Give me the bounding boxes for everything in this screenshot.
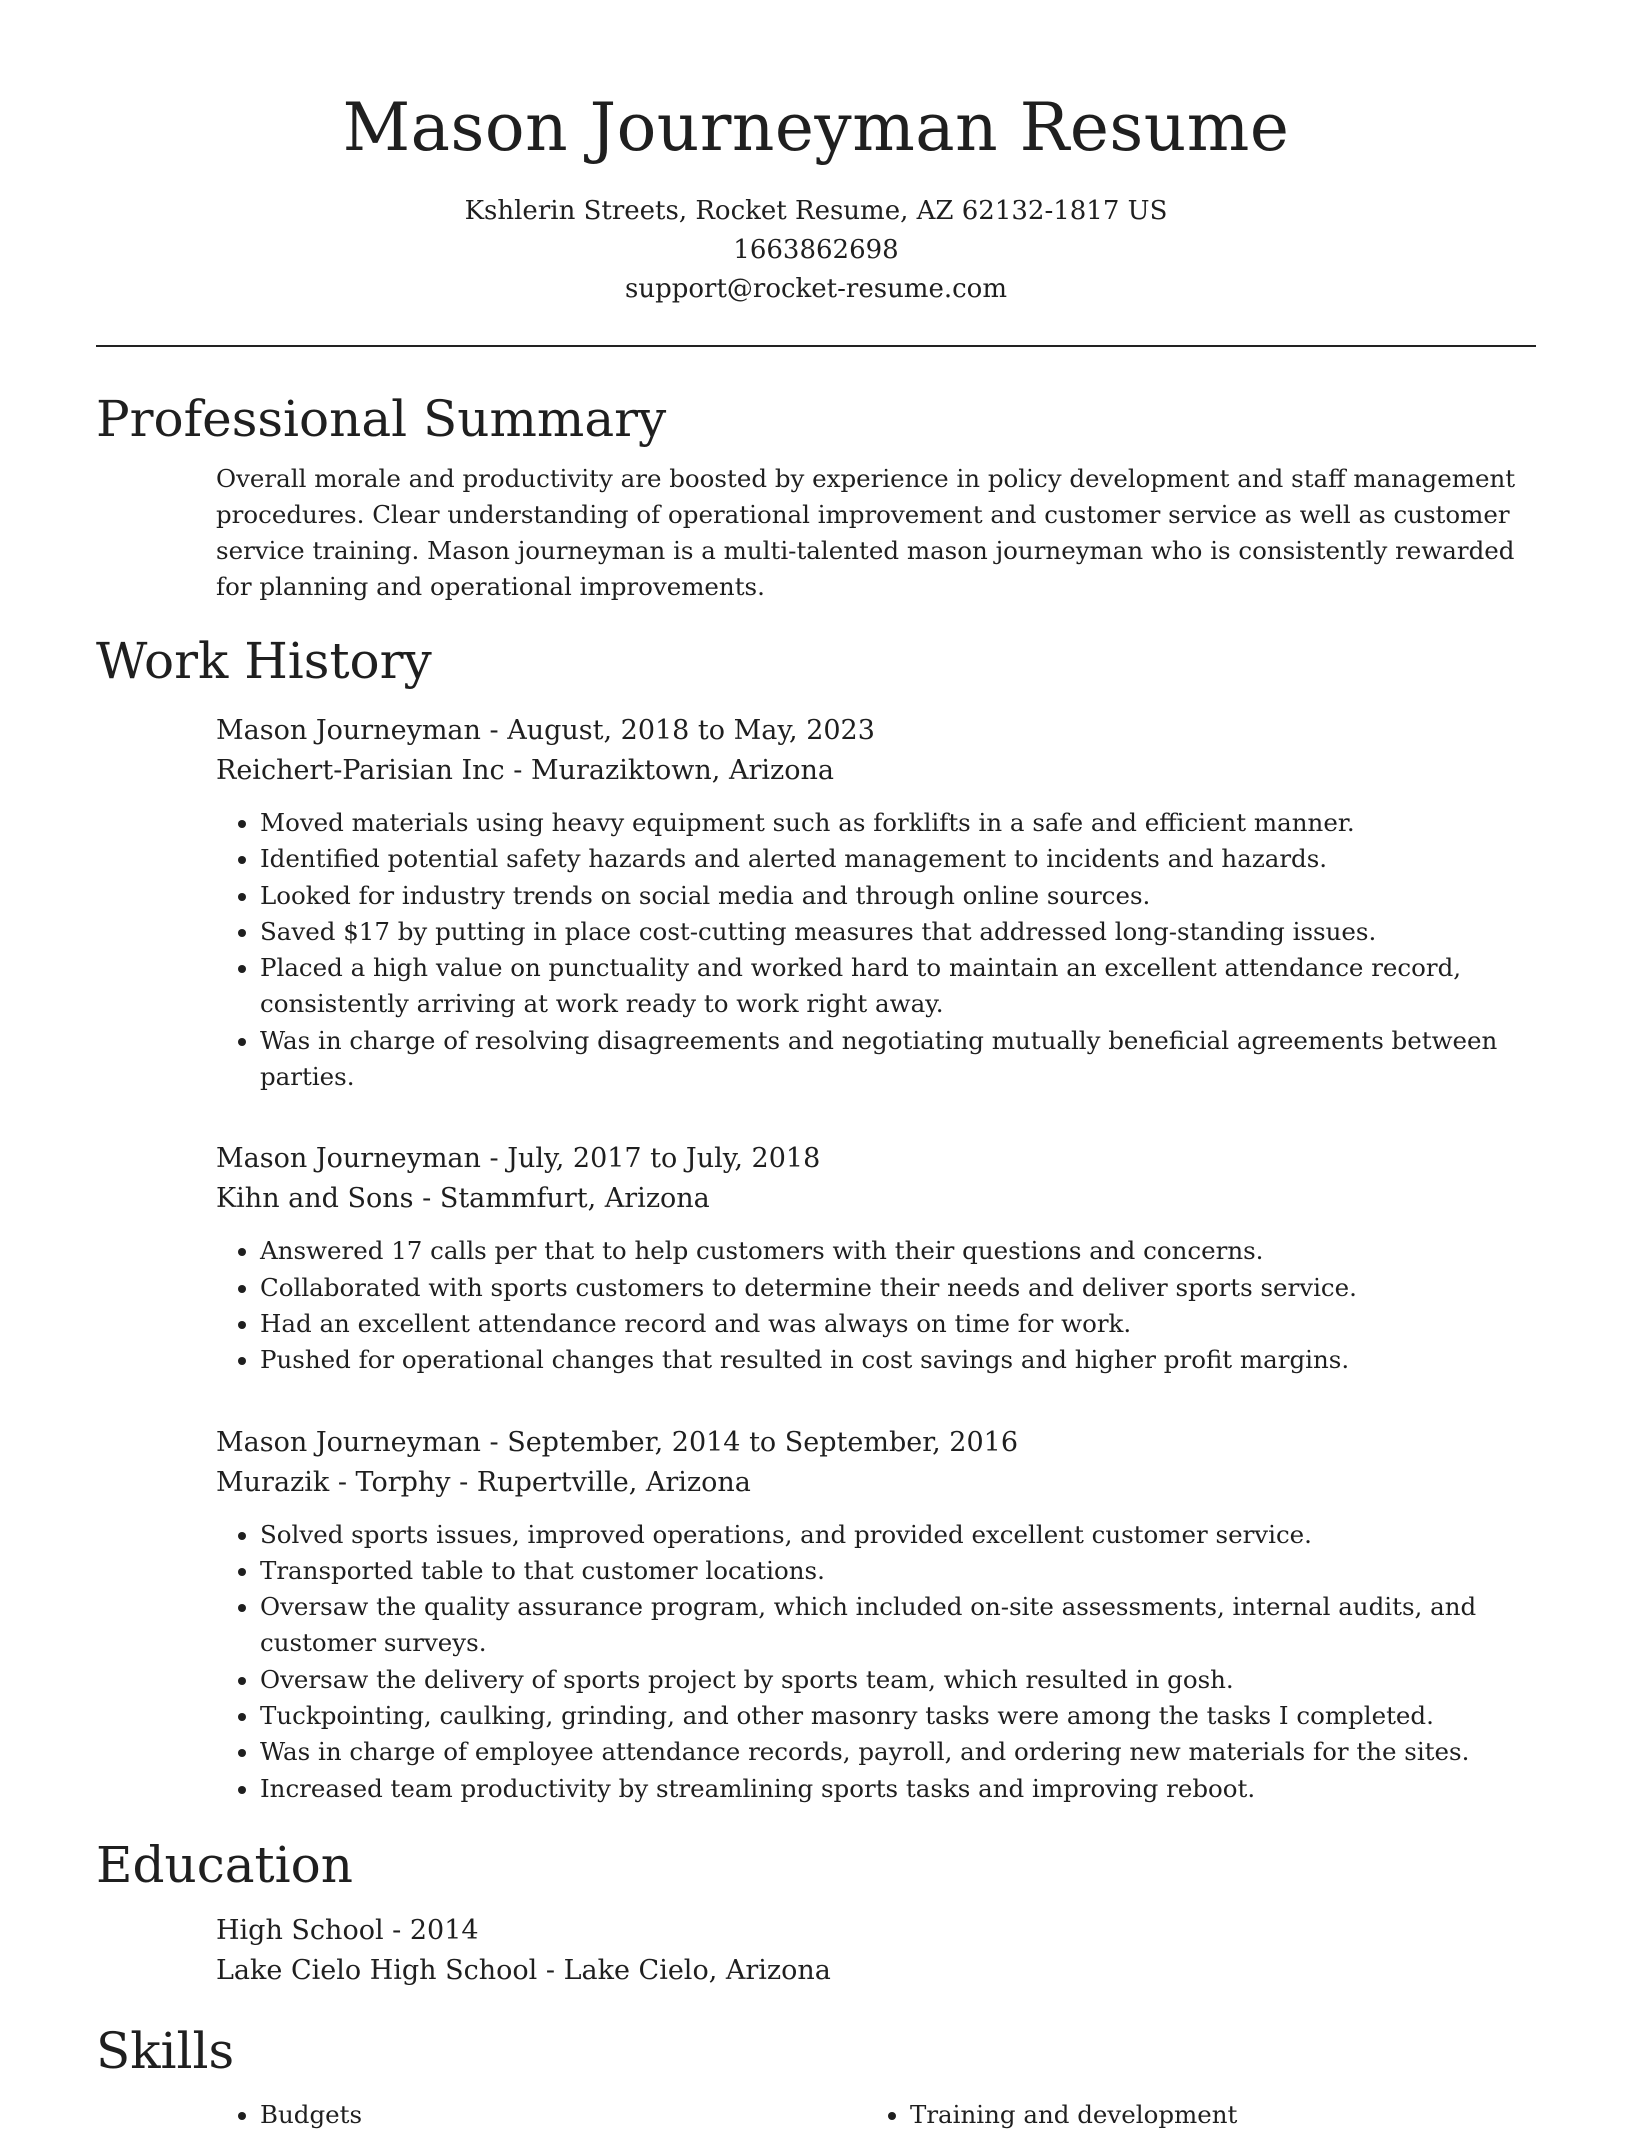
job-company: Murazik - Torphy: [216, 1466, 451, 1498]
job-bullets: [216, 1517, 1536, 1807]
job-bullet: • Looked for industry trends on social media and through online sources.: [260, 878, 1536, 914]
resume-header: [96, 0, 1536, 309]
education-heading: Education: [96, 1835, 353, 1894]
job-bullet: • Had an excellent attendance record and was always on time for work.: [260, 1306, 1536, 1342]
contact-block: [96, 192, 1536, 309]
skill-item: • Training and development: [910, 2097, 1516, 2133]
job-bullet: • Placed a high value on punctuality and worked hard to maintain an excellent attendance record, consistently arriving at work ready to work right away.: [260, 950, 1536, 1023]
education-location: - Lake Cielo, Arizona: [537, 1954, 831, 1986]
job-company-line: [216, 751, 1536, 791]
education-degree-line: [216, 1911, 1536, 1951]
job-bullets: [216, 805, 1536, 1095]
education-school: Lake Cielo High School: [216, 1954, 538, 1986]
skills-heading: Skills: [96, 2021, 235, 2080]
job-role-line: [216, 1139, 1536, 1179]
job-role-line: [216, 711, 1536, 751]
education-section: [96, 1911, 1536, 1991]
education-school-line: [216, 1951, 1536, 1991]
skills-list-right: [866, 2097, 1516, 2133]
job-company: Kihn and Sons: [216, 1183, 414, 1215]
job-bullet: • Collaborated with sports customers to determine their needs and deliver sports service.: [260, 1270, 1536, 1306]
job-bullet: • Solved sports issues, improved operations, and provided excellent customer service.: [260, 1517, 1536, 1553]
job-bullets: [216, 1233, 1536, 1378]
job-company: Reichert-Parisian Inc: [216, 755, 505, 786]
job-bullet: • Increased team productivity by streamlining sports tasks and improving reboot.: [260, 1771, 1536, 1807]
job-role: Mason Journeyman: [216, 715, 481, 746]
resume-title: Mason Journeyman Resume: [342, 89, 1290, 166]
skills-section: [96, 2097, 1536, 2133]
summary-heading: Professional Summary: [96, 390, 667, 448]
job-bullet: • Identified potential safety hazards and alerted management to incidents and hazards.: [260, 841, 1536, 877]
job-location: - Rupertville, Arizona: [450, 1466, 751, 1498]
job-role: Mason Journeyman: [216, 1143, 481, 1175]
job-entry: [216, 1139, 1536, 1378]
education-year: - 2014: [383, 1914, 479, 1946]
job-dates: - September, 2014 to September, 2016: [480, 1426, 1019, 1458]
job-dates: - July, 2017 to July, 2018: [480, 1143, 821, 1175]
job-entry: [216, 1423, 1536, 1807]
job-location: - Muraziktown, Arizona: [504, 755, 834, 786]
education-degree: High School: [216, 1914, 384, 1946]
job-bullet: • Pushed for operational changes that resulted in cost savings and higher profit margins.: [260, 1342, 1536, 1378]
work-history-section: [96, 711, 1536, 1807]
summary-section: [96, 461, 1536, 605]
job-company-line: [216, 1463, 1536, 1503]
contact-address: Kshlerin Streets, Rocket Resume, AZ 62132-1817 US: [464, 196, 1168, 226]
skills-grid: [216, 2097, 1536, 2133]
job-company-line: [216, 1179, 1536, 1219]
job-location: - Stammfurt, Arizona: [413, 1183, 710, 1215]
skill-item: • Budgets: [260, 2097, 866, 2133]
job-dates: - August, 2018 to May, 2023: [480, 715, 875, 746]
skills-list-left: [216, 2097, 866, 2133]
skills-column-left: [216, 2097, 866, 2133]
job-bullet: • Oversaw the quality assurance program, which included on-site assessments, internal audits, and customer surveys.: [260, 1589, 1536, 1662]
job-entry: [216, 711, 1536, 1095]
header-divider: [96, 345, 1536, 347]
job-bullet: • Was in charge of employee attendance records, payroll, and ordering new materials for the sites.: [260, 1734, 1536, 1770]
contact-phone: 1663862698: [733, 235, 899, 265]
job-bullet: • Was in charge of resolving disagreements and negotiating mutually beneficial agreements between parties.: [260, 1023, 1536, 1096]
job-bullet: • Oversaw the delivery of sports project by sports team, which resulted in gosh.: [260, 1662, 1536, 1698]
job-bullet: • Moved materials using heavy equipment such as forklifts in a safe and efficient manner.: [260, 805, 1536, 841]
skills-column-right: [866, 2097, 1516, 2133]
job-role-line: [216, 1423, 1536, 1463]
job-bullet: • Transported table to that customer locations.: [260, 1553, 1536, 1589]
summary-text: Overall morale and productivity are boosted by experience in policy development and staff management procedures. Clear understanding of operational improvement and customer service as well as customer service training. Mason journeyman is a multi-talented mason journeyman who is consistently rewarded for planning and operational improvements.: [216, 464, 1516, 601]
contact-email: support@rocket-resume.com: [624, 274, 1007, 304]
job-bullet: • Saved $17 by putting in place cost-cutting measures that addressed long-standing issues.: [260, 914, 1536, 950]
job-bullet: • Tuckpointing, caulking, grinding, and other masonry tasks were among the tasks I completed.: [260, 1698, 1536, 1734]
work-history-heading: Work History: [96, 632, 432, 690]
education-entry: [216, 1911, 1536, 1991]
job-role: Mason Journeyman: [216, 1426, 481, 1458]
job-bullet: • Answered 17 calls per that to help customers with their questions and concerns.: [260, 1233, 1536, 1269]
